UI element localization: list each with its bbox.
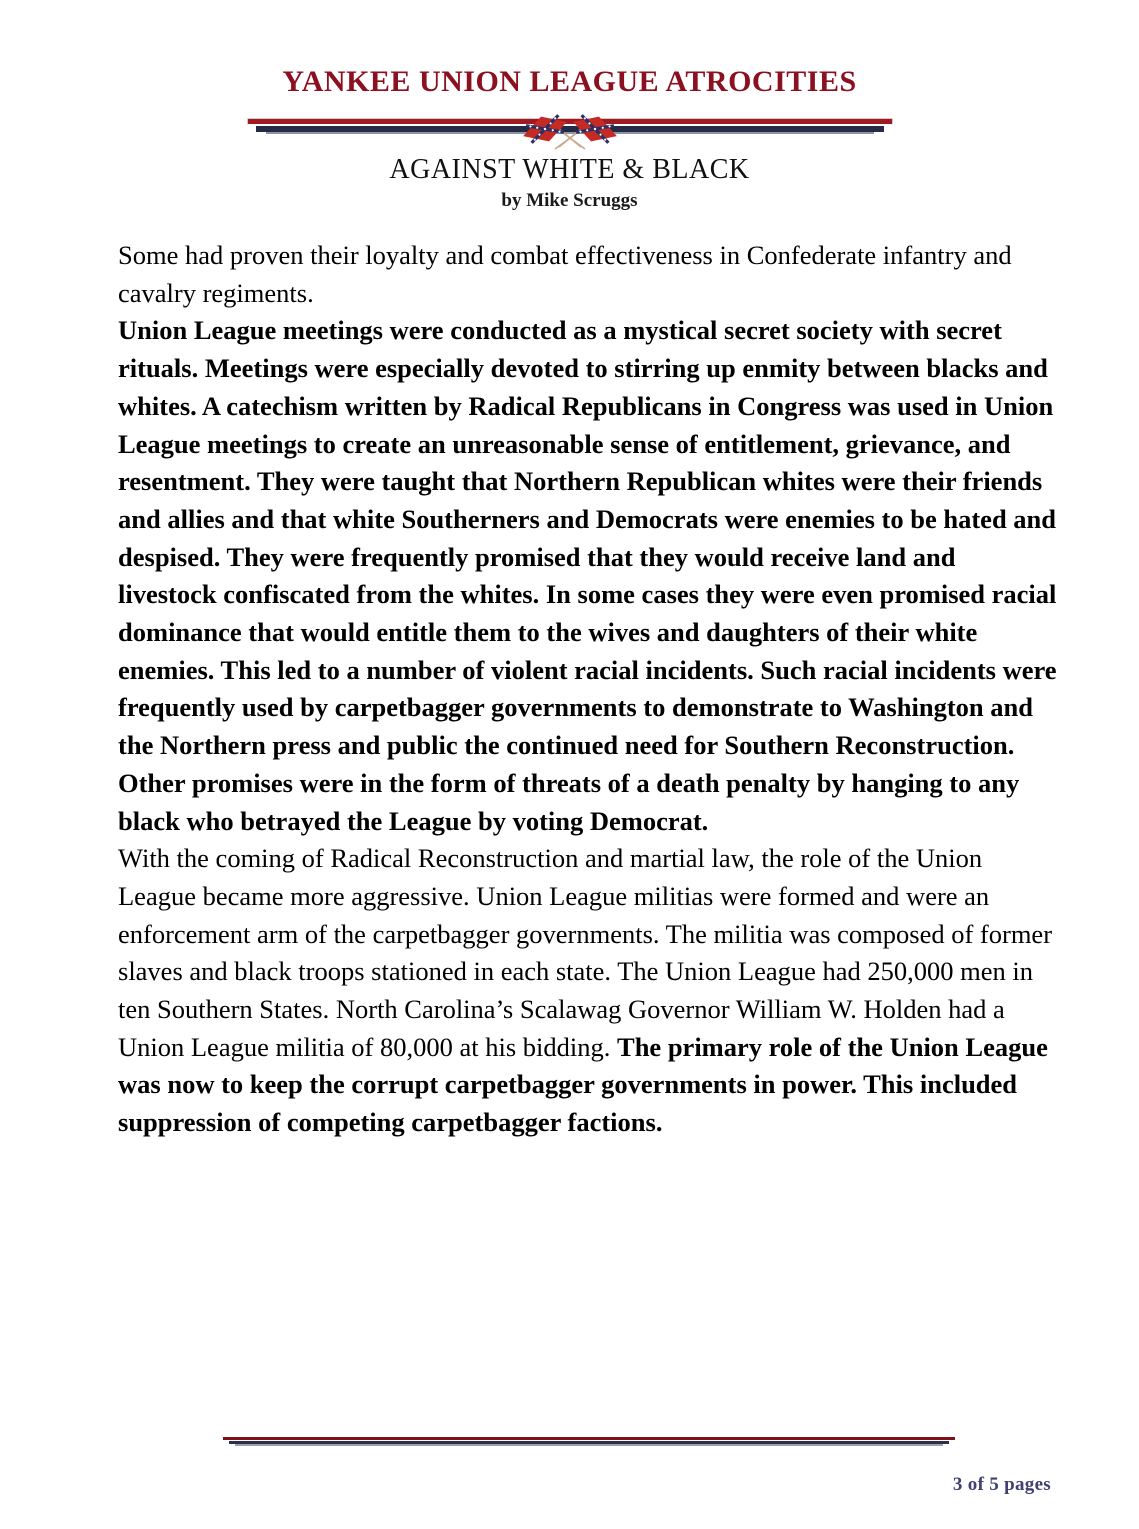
paragraph-intro: Some had proven their loyalty and combat effectiveness in Confederate infantry and cavalry regiments. <box>118 240 1012 308</box>
page-number-label: 3 of 5 pages <box>952 1474 1051 1495</box>
footer-shadow-bar <box>235 1444 943 1446</box>
footer-divider <box>219 1437 959 1446</box>
document-masthead <box>0 0 1139 212</box>
paragraph-radical-reconstruction-regular: With the coming of Radical Reconstruction and martial law, the role of the Union League became more aggressive. Union League militias were formed and were an enforcement arm of the carpetbagger governments. The militia was composed of former slaves and black troops stationed in each state. The Union League had 250,000 men in ten Southern States. North Carolina’s Scalawag Governor William W. Holden had a Union League militia of 80,000 at his bidding. <box>118 843 1053 1062</box>
author-byline: by Mike Scruggs <box>501 189 638 211</box>
header-divider <box>240 107 900 151</box>
crossed-battle-flags-icon <box>505 107 635 151</box>
article-body <box>118 237 1058 1142</box>
paragraph-union-league-meetings: Union League meetings were conducted as a mystical secret society with secret rituals. Meetings were especially devoted to stirring up enmity between blacks and whites. A catechism written by Radical Republicans in Congress was used in Union League meetings to create an unreasonable sense of entitlement, grievance, and resentment. They were taught that Northern Republican whites were their friends and allies and that white Southerners and Democrats were enemies to be hated and despised. They were frequently promised that they would receive land and livestock confiscated from the whites. In some cases they were even promised racial dominance that would entitle them to the wives and daughters of their white enemies. This led to a number of violent racial incidents. Such racial incidents were frequently used by carpetbagger governments to demonstrate to Washington and the Northern press and public the continued need for Southern Reconstruction. Other promises were in the form of threats of a death penalty by hanging to any black who betrayed the League by voting Democrat. <box>118 315 1057 836</box>
paragraph-radical-reconstruction-bold: The primary role of the Union League was now to keep the corrupt carpetbagger governments in power. This included suppression of competing carpetbagger factions. <box>118 1031 1048 1138</box>
page-subtitle: AGAINST WHITE & BLACK <box>389 153 750 185</box>
page-title: YANKEE UNION LEAGUE ATROCITIES <box>282 65 857 98</box>
paragraph-radical-reconstruction <box>118 840 1058 1142</box>
